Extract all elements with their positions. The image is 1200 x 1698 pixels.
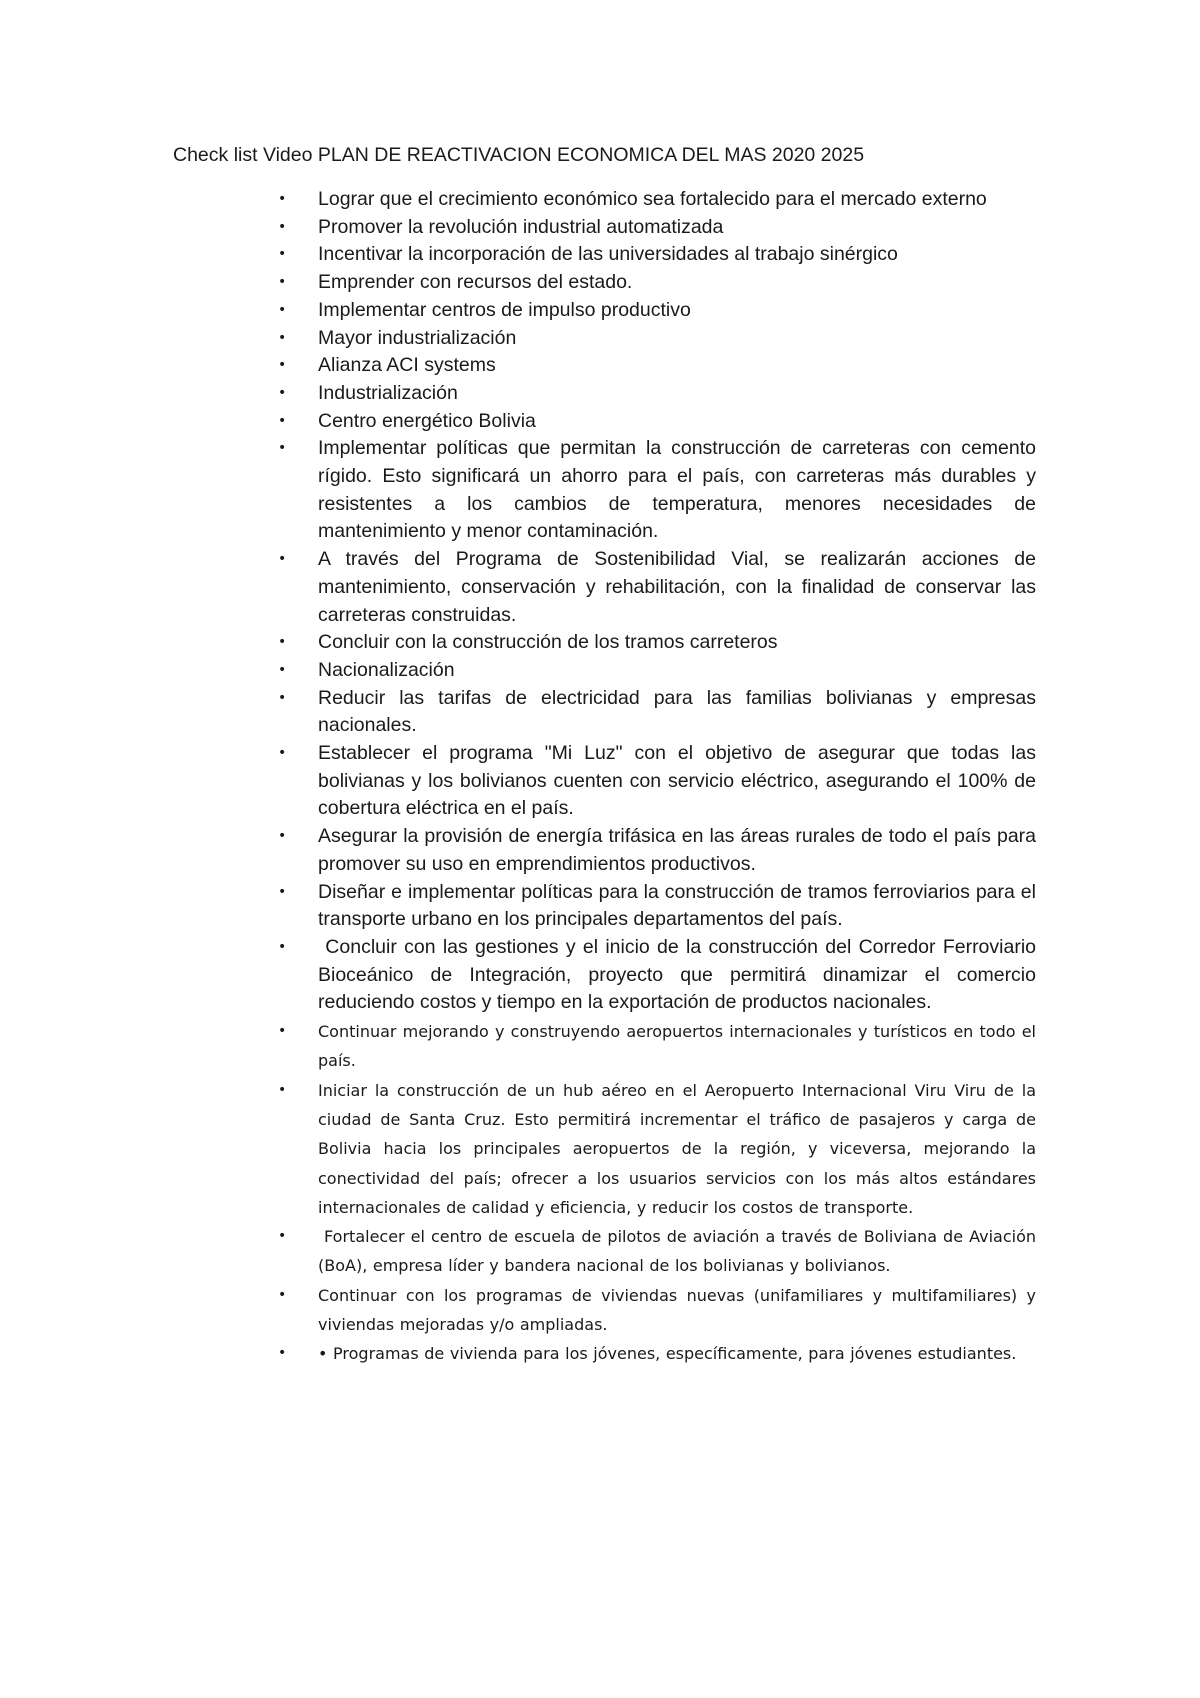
list-item-text: Reducir las tarifas de electricidad para las familias bolivianas y empresas nacionales. (318, 686, 1036, 737)
list-item (0, 740, 1200, 823)
bullet-icon: • (278, 191, 287, 207)
bullet-icon: • (278, 301, 287, 318)
list-item-text: Incentivar la incorporación de las universidades al trabajo sinérgico (318, 243, 898, 266)
list-item-text: Nacionalización (318, 658, 455, 681)
bullet-icon: • (278, 1286, 287, 1303)
list-item-text: Concluir con la construcción de los tramos carreteros (318, 631, 778, 654)
list-item-text: Alianza ACI systems (318, 354, 496, 377)
bullet-icon: • (278, 329, 287, 346)
list-item-text: Lograr que el crecimiento económico sea fortalecido para el mercado externo (318, 188, 987, 210)
list-item (0, 934, 1200, 1017)
list-item-text: Concluir con las gestiones y el inicio de la construcción del Corredor Ferroviario Bioceánico de Integración, proyecto que permitirá dinamizar el comercio reduciendo costos y tiempo en la exportación de productos nacionales. (318, 935, 1042, 1014)
bullet-icon: • (278, 661, 287, 678)
bullet-icon: • (278, 551, 287, 568)
list-item-text: Asegurar la provisión de energía trifásica en las áreas rurales de todo el país para promover su uso en emprendimientos productivos. (318, 825, 1036, 875)
list-item (0, 629, 1200, 657)
bullet-icon: • (278, 357, 287, 374)
list-item-text: Iniciar la construcción de un hub aéreo en el Aeropuerto Internacional Viru Viru de la ciudad de Santa Cruz. Esto permitirá incrementar el tráfico de pasajeros y carga de Bolivia hacia los principales aeropuertos de la región, y viceversa, mejorando la conectividad del país; ofrecer a los usuarios servicios con los más altos estándares internacionales de calidad y eficiencia, y reducir los costos de transporte. (318, 1080, 1036, 1217)
list-item (0, 657, 1200, 685)
document-title: Check list Video PLAN DE REACTIVACION ECONOMICA DEL MAS 2020 2025 (173, 144, 865, 166)
list-item-text: Diseñar e implementar políticas para la construcción de tramos ferroviarios para el transporte urbano en los principales departamentos del país. (318, 880, 1036, 931)
list-item-text: Establecer el programa "Mi Luz" con el objetivo de asegurar que todas las bolivianas y los bolivianos cuenten con servicio eléctrico, asegurando el 100% de cobertura eléctrica en el país. (318, 742, 1036, 820)
bullet-icon: • (278, 883, 287, 900)
list-item-text: Continuar con los programas de viviendas nuevas (unifamiliares y multifamiliares) y viviendas mejoradas y/o ampliadas. (318, 1285, 1036, 1335)
bullet-icon: • (278, 384, 287, 401)
list-item-text: Industrialización (318, 381, 458, 404)
bullet-icon: • (278, 745, 287, 762)
list-item (0, 879, 1200, 934)
list-item (0, 269, 1200, 297)
list-item-text: Implementar centros de impulso productivo (318, 298, 691, 321)
list-item-text: Continuar mejorando y construyendo aeropuertos internacionales y turísticos en todo el país. (318, 1022, 1036, 1071)
list-item (0, 1017, 1200, 1076)
bullet-icon: • (278, 1345, 287, 1362)
list-item (0, 380, 1200, 408)
list-item-text: Promover la revolución industrial automatizada (318, 215, 724, 238)
bullet-icon: • (278, 440, 287, 457)
list-item (0, 1076, 1200, 1222)
bullet-icon: • (278, 938, 287, 955)
checklist (0, 186, 1200, 1369)
list-item (0, 685, 1200, 740)
list-item-text: Emprender con recursos del estado. (318, 271, 633, 294)
list-item (0, 823, 1200, 878)
list-item (0, 408, 1200, 436)
list-item (0, 325, 1200, 353)
list-item-text: Fortalecer el centro de escuela de pilotos de aviación a través de Boliviana de Aviación (BoA), empresa líder y bandera nacional de los bolivianas y bolivianos. (318, 1227, 1042, 1276)
bullet-icon: • (278, 828, 287, 845)
list-item (0, 214, 1200, 242)
bullet-icon: • (278, 218, 287, 235)
bullet-icon: • (278, 1081, 287, 1098)
bullet-icon: • (278, 412, 287, 429)
list-item (0, 1281, 1200, 1340)
list-item-text: • Programas de vivienda para los jóvenes, específicamente, para jóvenes estudiantes. (318, 1344, 1017, 1364)
list-item (0, 186, 1200, 214)
list-item-text: Implementar políticas que permitan la construcción de carreteras con cemento rígido. Esto significará un ahorro para el país, con carreteras más durables y resistentes a los cambios de temperatura, menores necesidades de mantenimiento y menor contaminación. (318, 437, 1036, 543)
bullet-icon: • (278, 1228, 287, 1245)
bullet-icon: • (278, 246, 287, 263)
list-item-text: A través del Programa de Sostenibilidad Vial, se realizarán acciones de mantenimiento, conservación y rehabilitación, con la finalidad de conservar las carreteras construidas. (318, 548, 1036, 626)
list-item (0, 352, 1200, 380)
list-item (0, 241, 1200, 269)
list-item-text: Centro energético Bolivia (318, 409, 536, 432)
bullet-icon: • (278, 274, 287, 291)
bullet-icon: • (278, 1023, 287, 1040)
bullet-icon: • (278, 634, 287, 651)
list-item-text: Mayor industrialización (318, 326, 517, 349)
list-item (0, 546, 1200, 629)
list-item (0, 1339, 1200, 1368)
bullet-icon: • (278, 689, 287, 706)
list-item (0, 1222, 1200, 1281)
list-item (0, 435, 1200, 546)
list-item (0, 297, 1200, 325)
